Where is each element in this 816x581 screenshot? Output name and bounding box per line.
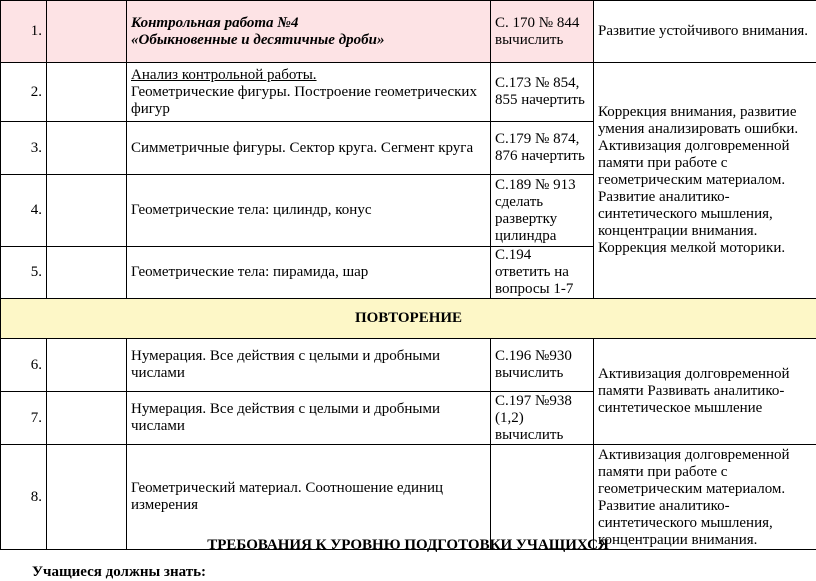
section-title: ПОВТОРЕНИЕ <box>1 299 816 339</box>
lesson-topic: Нумерация. Все действия с целыми и дробными числами <box>127 339 491 392</box>
table-row <box>1 445 816 550</box>
homework: С.189 № 913 сделать развертку цилиндра <box>491 175 594 247</box>
students-should-know: Учащиеся должны знать: <box>32 564 206 581</box>
row-number: 5. <box>1 247 47 299</box>
homework: С.173 № 854, 855 начертить <box>491 63 594 122</box>
lesson-goal: Активизация долговременной памяти при работе с геометрическим материалом. Развитие аналитико-синтетического мышления, концентрации внимания. <box>594 445 816 550</box>
homework: С.196 №930 вычислить <box>491 339 594 392</box>
empty-cell <box>47 1 127 63</box>
empty-cell <box>47 392 127 445</box>
topic-line: Анализ контрольной работы. <box>131 67 317 83</box>
lesson-topic: Геометрические тела: пирамида, шар <box>127 247 491 299</box>
requirements-heading: ТРЕБОВАНИЯ К УРОВНЮ ПОДГОТОВКИ УЧАЩИХСЯ <box>0 537 816 554</box>
row-number: 7. <box>1 392 47 445</box>
lesson-topic: Нумерация. Все действия с целыми и дробными числами <box>127 392 491 445</box>
empty-cell <box>47 122 127 175</box>
homework: С.194 ответить на вопросы 1-7 <box>491 247 594 299</box>
empty-cell <box>47 445 127 550</box>
empty-cell <box>47 175 127 247</box>
table-row <box>1 339 816 392</box>
lesson-goal: Развитие устойчивого внимания. <box>594 1 816 63</box>
row-number: 3. <box>1 122 47 175</box>
table-row <box>1 1 816 63</box>
lesson-topic <box>127 1 491 63</box>
homework: С.197 №938 (1,2) вычислить <box>491 392 594 445</box>
homework <box>491 445 594 550</box>
lesson-goal: Активизация долговременной памяти Развивать аналитико-синтетическое мышление <box>594 339 816 445</box>
lesson-topic <box>127 63 491 122</box>
section-row <box>1 299 816 339</box>
row-number: 6. <box>1 339 47 392</box>
empty-cell <box>47 63 127 122</box>
homework: С.179 № 874, 876 начертить <box>491 122 594 175</box>
lesson-topic: Геометрический материал. Соотношение единиц измерения <box>127 445 491 550</box>
row-number: 8. <box>1 445 47 550</box>
table-row <box>1 63 816 122</box>
lesson-topic: Симметричные фигуры. Сектор круга. Сегмент круга <box>127 122 491 175</box>
row-number: 2. <box>1 63 47 122</box>
empty-cell <box>47 339 127 392</box>
lesson-goal: Коррекция внимания, развитие умения анализировать ошибки. Активизация долговременной памяти при работе с геометрическим материалом. Развитие аналитико-синтетического мышления, концентрации внимания. Коррекция мелкой моторики. <box>594 63 816 299</box>
row-number: 4. <box>1 175 47 247</box>
topic-line: Контрольная работа №4 <box>131 15 299 31</box>
row-number: 1. <box>1 1 47 63</box>
lesson-topic: Геометрические тела: цилиндр, конус <box>127 175 491 247</box>
topic-line: «Обыкновенные и десятичные дроби» <box>131 32 384 48</box>
topic-line: Геометрические фигуры. Построение геометрических фигур <box>131 84 477 117</box>
empty-cell <box>47 247 127 299</box>
homework: С. 170 № 844 вычислить <box>491 1 594 63</box>
